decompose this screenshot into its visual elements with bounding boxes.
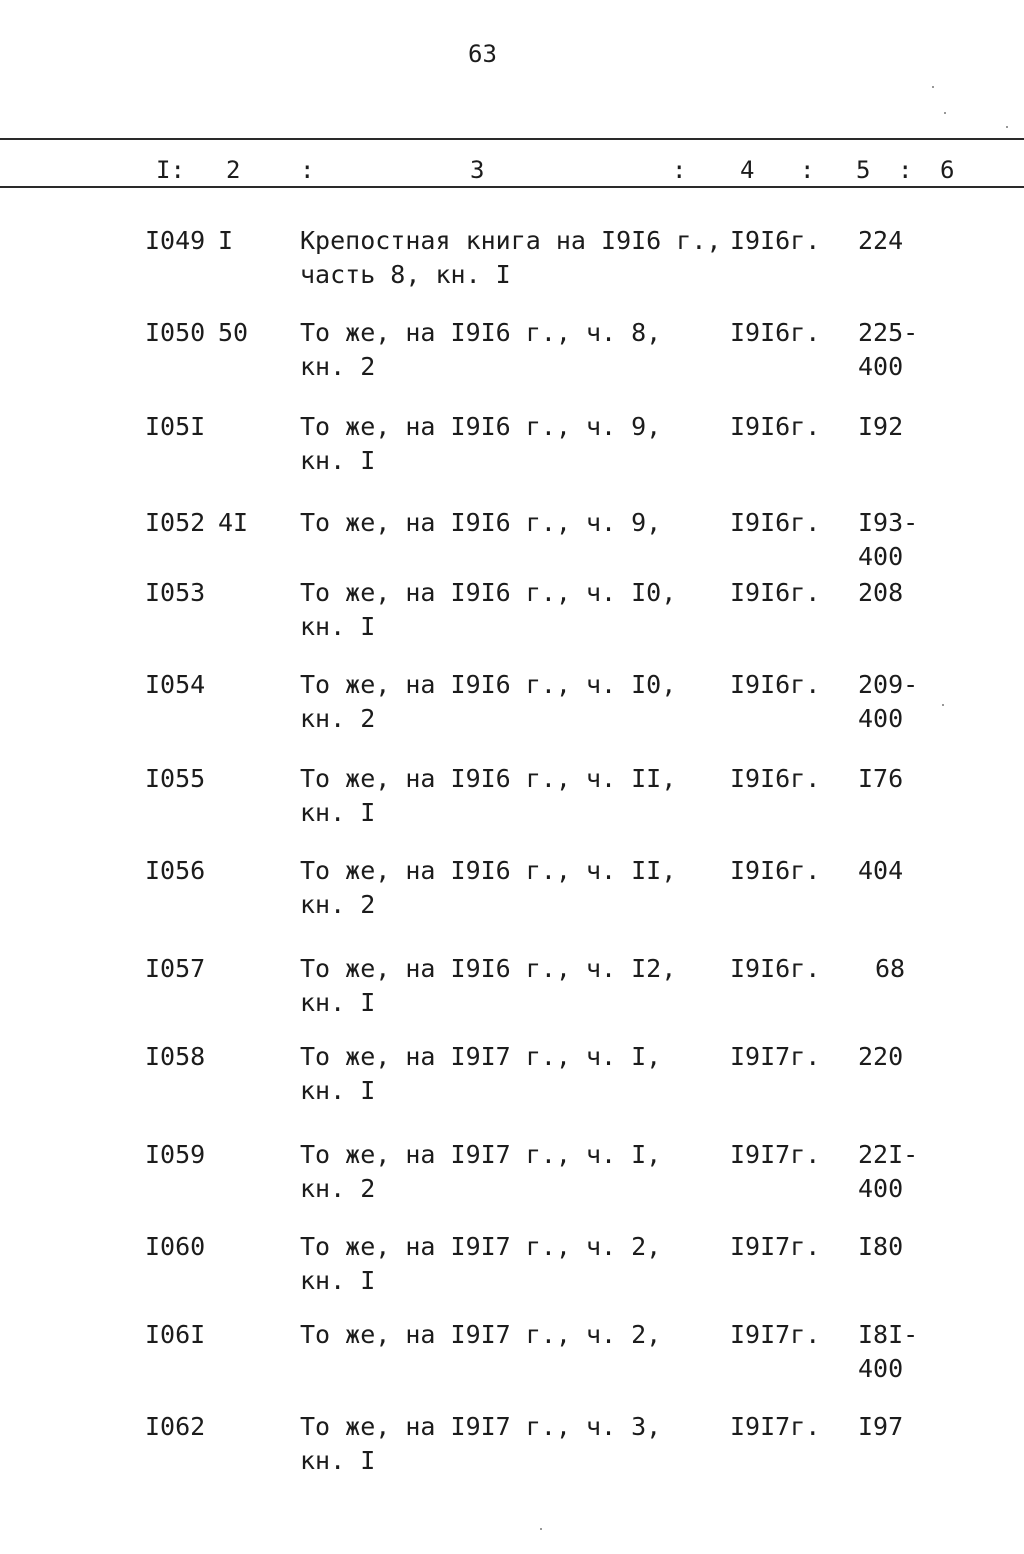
row-description (300, 1318, 661, 1352)
row-description (300, 1230, 661, 1298)
description-line-1: То же, на I9I6 г., ч. 8, (300, 318, 662, 347)
row-number: I054 (145, 670, 206, 699)
row-pages (875, 952, 905, 986)
row-number: I056 (145, 856, 206, 885)
row-year: I9I6г. (730, 578, 821, 607)
row-pages (858, 762, 903, 796)
header-separator: : (800, 156, 815, 184)
pages-line-1: 68 (875, 954, 906, 983)
row-year: I9I7г. (730, 1140, 821, 1169)
row-pages (858, 410, 903, 444)
row-number: I06I (145, 1320, 206, 1349)
description-line-1: Крепостная книга на I9I6 г., (300, 226, 722, 255)
scan-speck (944, 112, 946, 114)
pages-line-1: 22I- (858, 1140, 919, 1169)
description-line-1: То же, на I9I6 г., ч. 9, (300, 412, 662, 441)
pages-line-2: 400 (858, 1354, 904, 1383)
description-line-2: кн. 2 (300, 704, 376, 733)
header-separator: : (300, 156, 315, 184)
row-description (300, 224, 721, 292)
row-number: I055 (145, 764, 206, 793)
table-row (0, 952, 1024, 1022)
row-pages (858, 1410, 903, 1444)
row-number: I053 (145, 578, 206, 607)
row-number: I049 (145, 226, 206, 255)
page-number: 63 (468, 40, 497, 68)
pages-line-1: I76 (858, 764, 904, 793)
row-year: I9I6г. (730, 226, 821, 255)
description-line-2: кн. 2 (300, 1174, 376, 1203)
row-year: I9I7г. (730, 1232, 821, 1261)
table-row (0, 224, 1024, 294)
pages-line-1: 224 (858, 226, 904, 255)
description-line-1: То же, на I9I6 г., ч. II, (300, 764, 677, 793)
row-description (300, 410, 661, 478)
row-pages (858, 506, 918, 574)
row-pages (858, 1040, 903, 1074)
row-description (300, 668, 676, 736)
description-line-1: То же, на I9I6 г., ч. 9, (300, 508, 662, 537)
pages-line-1: 225- (858, 318, 919, 347)
table-row (0, 1410, 1024, 1480)
pages-line-1: 404 (858, 856, 904, 885)
row-number: I060 (145, 1232, 206, 1261)
description-line-1: То же, на I9I7 г., ч. I, (300, 1140, 662, 1169)
header-col-5: 5 (856, 156, 871, 184)
pages-line-1: 208 (858, 578, 904, 607)
row-description (300, 506, 661, 540)
table-row (0, 1230, 1024, 1300)
header-col-4: 4 (740, 156, 755, 184)
pages-line-2: 400 (858, 542, 904, 571)
row-pages (858, 1318, 918, 1386)
description-line-1: То же, на I9I7 г., ч. I, (300, 1042, 662, 1071)
description-line-2: кн. 2 (300, 352, 376, 381)
row-description (300, 854, 676, 922)
header-col-2: 2 (226, 156, 241, 184)
table-row (0, 1040, 1024, 1110)
table-row (0, 854, 1024, 924)
pages-line-2: 400 (858, 352, 904, 381)
row-description (300, 576, 676, 644)
row-year: I9I6г. (730, 508, 821, 537)
row-col-2: I (218, 226, 234, 255)
row-year: I9I6г. (730, 318, 821, 347)
pages-line-1: 209- (858, 670, 919, 699)
row-number: I058 (145, 1042, 206, 1071)
description-line-1: То же, на I9I6 г., ч. II, (300, 856, 677, 885)
header-separator: : (898, 156, 913, 184)
row-description (300, 316, 661, 384)
row-pages (858, 316, 918, 384)
scan-speck (1006, 126, 1008, 128)
row-description (300, 952, 676, 1020)
header-top-rule (0, 138, 1024, 140)
description-line-1: То же, на I9I7 г., ч. 3, (300, 1412, 662, 1441)
row-number: I057 (145, 954, 206, 983)
pages-line-1: I8I- (858, 1320, 919, 1349)
row-description (300, 1040, 661, 1108)
row-year: I9I7г. (730, 1042, 821, 1071)
pages-line-1: I92 (858, 412, 904, 441)
scan-speck (540, 1528, 542, 1530)
pages-line-1: I93- (858, 508, 919, 537)
pages-line-1: I80 (858, 1232, 904, 1261)
description-line-2: кн. I (300, 988, 376, 1017)
row-pages (858, 1230, 903, 1264)
pages-line-1: I97 (858, 1412, 904, 1441)
row-year: I9I6г. (730, 670, 821, 699)
scan-speck (932, 86, 934, 88)
row-description (300, 762, 676, 830)
row-col-2: 50 (218, 318, 249, 347)
row-year: I9I6г. (730, 856, 821, 885)
pages-line-2: 400 (858, 1174, 904, 1203)
scan-speck (942, 704, 944, 706)
description-line-2: кн. I (300, 1266, 376, 1295)
row-description (300, 1138, 661, 1206)
header-col-6: 6 (940, 156, 955, 184)
row-col-2: 4I (218, 508, 249, 537)
row-pages (858, 224, 903, 258)
table-row (0, 762, 1024, 832)
description-line-2: кн. 2 (300, 890, 376, 919)
description-line-2: кн. I (300, 798, 376, 827)
description-line-1: То же, на I9I6 г., ч. I0, (300, 670, 677, 699)
row-number: I05I (145, 412, 206, 441)
pages-line-1: 220 (858, 1042, 904, 1071)
row-year: I9I6г. (730, 764, 821, 793)
description-line-1: То же, на I9I7 г., ч. 2, (300, 1320, 662, 1349)
row-number: I062 (145, 1412, 206, 1441)
row-year: I9I6г. (730, 412, 821, 441)
table-row (0, 1138, 1024, 1208)
description-line-1: То же, на I9I7 г., ч. 2, (300, 1232, 662, 1261)
row-year: I9I6г. (730, 954, 821, 983)
row-number: I059 (145, 1140, 206, 1169)
table-row (0, 1318, 1024, 1388)
row-number: I050 (145, 318, 206, 347)
table-row (0, 316, 1024, 386)
row-number: I052 (145, 508, 206, 537)
description-line-2: кн. I (300, 446, 376, 475)
header-col-3: 3 (470, 156, 485, 184)
table-row (0, 506, 1024, 576)
pages-line-2: 400 (858, 704, 904, 733)
row-pages (858, 1138, 918, 1206)
header-col-1: I: (156, 156, 185, 184)
description-line-1: То же, на I9I6 г., ч. I0, (300, 578, 677, 607)
table-row (0, 668, 1024, 738)
description-line-1: То же, на I9I6 г., ч. I2, (300, 954, 677, 983)
row-pages (858, 854, 903, 888)
description-line-2: кн. I (300, 612, 376, 641)
description-line-2: кн. I (300, 1446, 376, 1475)
header-separator: : (672, 156, 687, 184)
row-description (300, 1410, 661, 1478)
table-row (0, 410, 1024, 480)
row-year: I9I7г. (730, 1412, 821, 1441)
description-line-2: кн. I (300, 1076, 376, 1105)
description-line-2: часть 8, кн. I (300, 260, 511, 289)
table-row (0, 576, 1024, 646)
row-year: I9I7г. (730, 1320, 821, 1349)
row-pages (858, 576, 903, 610)
row-pages (858, 668, 918, 736)
header-bottom-rule (0, 186, 1024, 188)
